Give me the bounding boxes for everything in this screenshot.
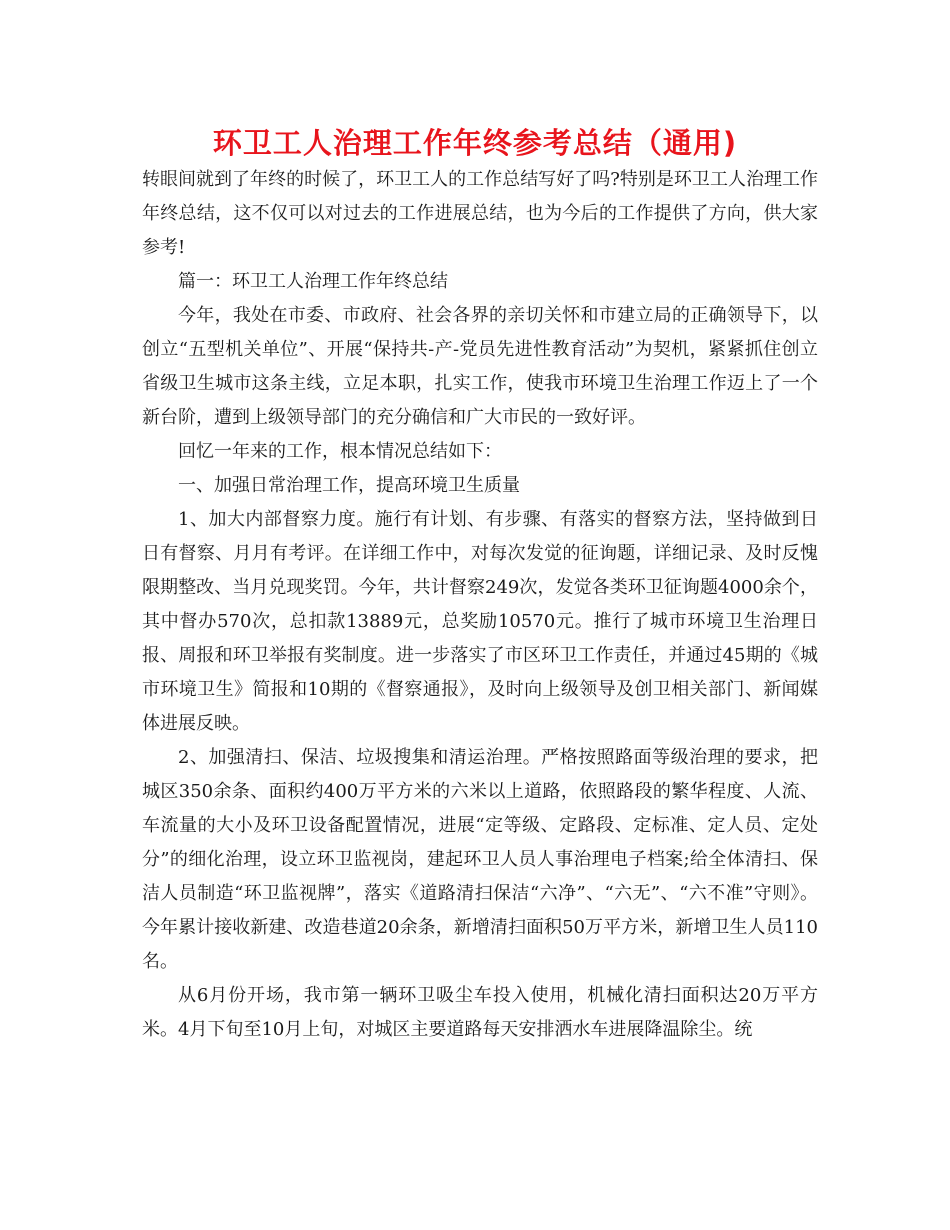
paragraph-item-two: 2、加强清扫、保洁、垃圾搜集和清运治理。严格按照路面等级治理的要求，把城区350余条、面积约400万平方米的六米以上道路，依照路段的繁华程度、人流、车流量的大小及环卫设备配置情况，进展“定等级、定路段、定标准、定人员、定处分”的细化治理，设立环卫监视岗，建起环卫人员人事治理电子档案;给全体清扫、保洁人员制造“环卫监视牌”，落实《道路清扫保洁“六净”、“六无”、“六不准”守则》。今年累计接收新建、改造巷道20余条，新增清扫面积50万平方米，新增卫生人员110名。 [142,747,818,972]
paragraph-item-one: 1、加大内部督察力度。施行有计划、有步骤、有落实的督察方法，坚持做到日日有督察、月月有考评。在详细工作中，对每次发觉的征询题，详细记录、及时反愧限期整改、当月兑现奖罚。今年，共计督察249次，发觉各类环卫征询题4000余个，其中督办570次，总扣款13889元，总奖励10570元。推行了城市环境卫生治理日报、周报和环卫举报有奖制度。进一步落实了市区环卫工作责任，并通过45期的《城市环境卫生》简报和10期的《督察通报》，及时向上级领导及创卫相关部门、新闻媒体进展反映。 [142,509,818,734]
paragraph-machinery: 从6月份开场，我市第一辆环卫吸尘车投入使用，机械化清扫面积达20万平方米。4月下旬至10月上旬，对城区主要道路每天安排洒水车进展降温除尘。统 [142,985,818,1040]
document-title: 环卫工人治理工作年终参考总结（通用) [212,126,738,160]
paragraph-review-lead: 回忆一年来的工作，根本情况总结如下： [178,441,502,462]
paragraph-subheading-one: 一、加强日常治理工作，提高环境卫生质量 [178,475,520,496]
paragraph-section-heading: 篇一：环卫工人治理工作年终总结 [178,271,448,292]
paragraph-overview: 今年，我处在市委、市政府、社会各界的亲切关怀和市建立局的正确领导下，以创立“五型机关单位”、开展“保持共-产-党员先进性教育活动”为契机，紧紧抓住创立省级卫生城市这条主线，立足本职，扎实工作，使我市环境卫生治理工作迈上了一个新台阶，遭到上级领导部门的充分确信和广大市民的一致好评。 [142,305,818,428]
document-body [142,163,818,1047]
paragraph-intro: 转眼间就到了年终的时候了，环卫工人的工作总结写好了吗?特别是环卫工人治理工作年终总结，这不仅可以对过去的工作进展总结，也为今后的工作提供了方向，供大家参考! [142,169,818,258]
